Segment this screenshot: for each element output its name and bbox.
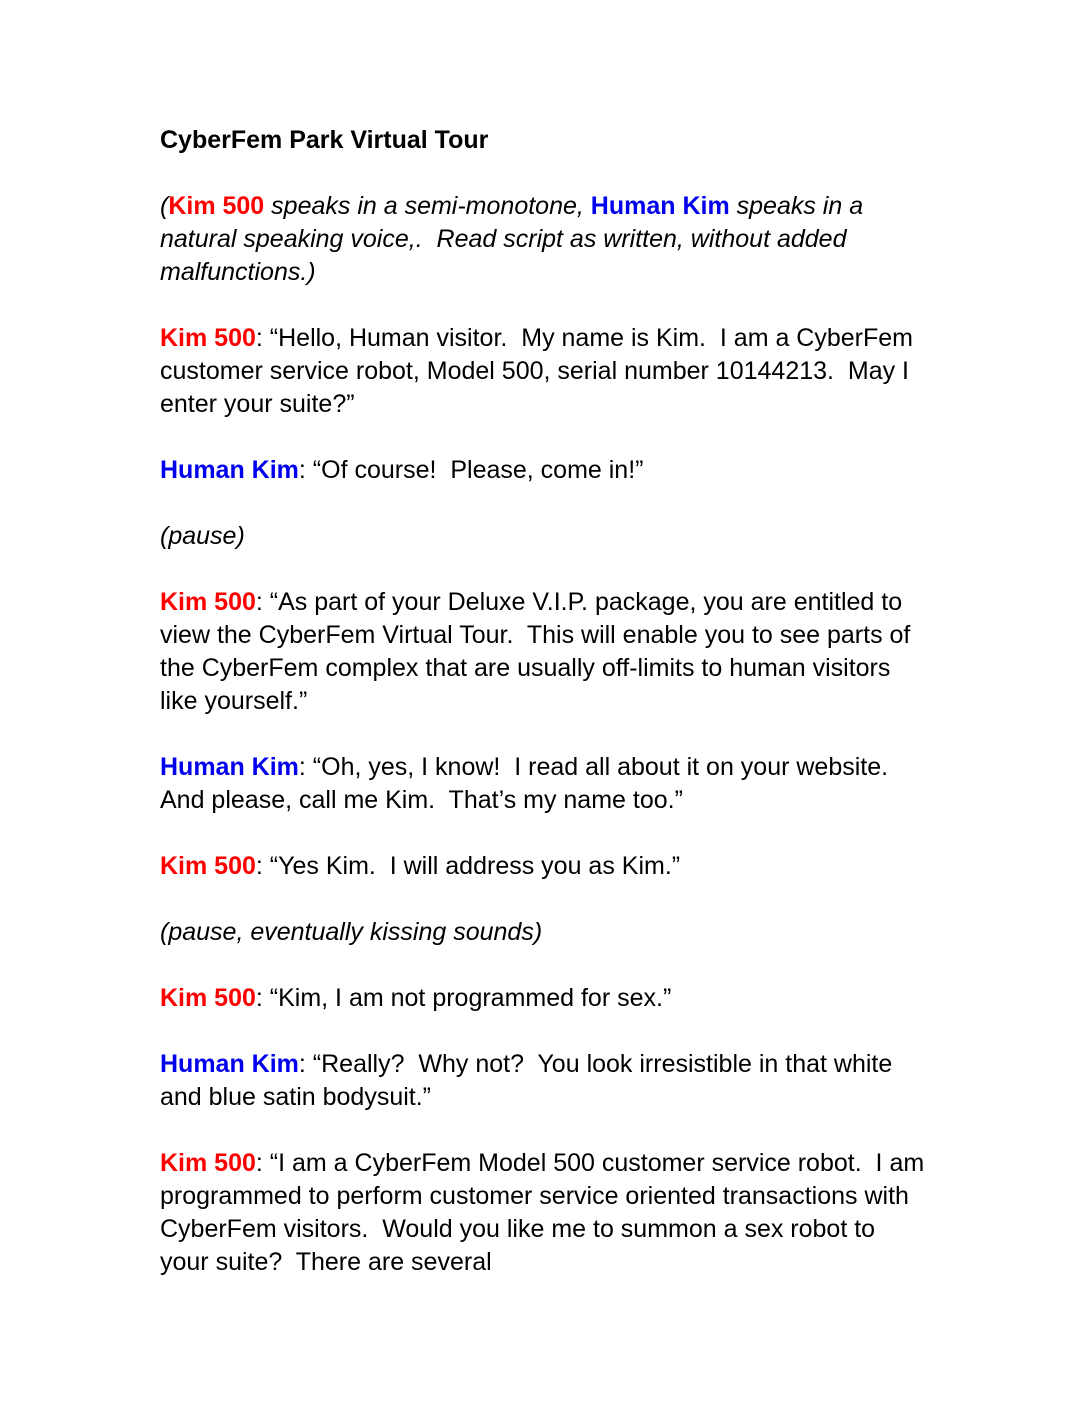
dialogue-line bbox=[160, 454, 930, 487]
dialogue-line bbox=[160, 1147, 930, 1279]
stage-direction bbox=[160, 520, 930, 553]
dialogue-line bbox=[160, 850, 930, 883]
speaker-name-human-kim: Human Kim bbox=[160, 456, 299, 484]
dialogue-line bbox=[160, 1048, 930, 1114]
speaker-name-human-kim: Human Kim bbox=[590, 192, 730, 220]
intro-middle-text: speaks in a semi-monotone, bbox=[264, 192, 591, 220]
intro-open-paren: ( bbox=[160, 192, 169, 220]
speaker-name-kim500: Kim 500 bbox=[168, 192, 265, 220]
speaker-name-kim500: Kim 500 bbox=[160, 852, 256, 880]
dialogue-text: : “Kim, I am not programmed for sex.” bbox=[255, 984, 672, 1012]
dialogue-line bbox=[160, 586, 930, 718]
speaker-name-kim500: Kim 500 bbox=[160, 984, 256, 1012]
stage-direction bbox=[160, 916, 930, 949]
dialogue-text: : “Oh, yes, I know! I read all about it on your website. And please, call me Kim. That’s my name too.” bbox=[160, 753, 901, 814]
stage-direction-intro bbox=[160, 190, 930, 289]
page-title-text: CyberFem Park Virtual Tour bbox=[160, 126, 489, 154]
dialogue-text: : “Of course! Please, come in!” bbox=[298, 456, 644, 484]
speaker-name-human-kim: Human Kim bbox=[160, 1050, 299, 1078]
page-title bbox=[160, 124, 930, 157]
dialogue-text: : “Yes Kim. I will address you as Kim.” bbox=[255, 852, 681, 880]
dialogue-line bbox=[160, 751, 930, 817]
speaker-name-kim500: Kim 500 bbox=[160, 588, 256, 616]
speaker-name-kim500: Kim 500 bbox=[160, 324, 256, 352]
dialogue-text: : “I am a CyberFem Model 500 customer service robot. I am programmed to perform customer service oriented transactions with CyberFem visitors. Would you like me to summon a sex robot to your suite? There are several bbox=[160, 1149, 932, 1276]
speaker-name-human-kim: Human Kim bbox=[160, 753, 299, 781]
intro-rest-text: speaks in a natural speaking voice,. Read script as written, without added malfunctions.) bbox=[160, 192, 871, 286]
dialogue-line bbox=[160, 322, 930, 421]
dialogue-text: : “Hello, Human visitor. My name is Kim. I am a CyberFem customer service robot, Model 500, serial number 10144213. May I enter your suite?” bbox=[160, 324, 920, 418]
stage-direction-text: (pause, eventually kissing sounds) bbox=[160, 918, 543, 946]
stage-direction-text: (pause) bbox=[160, 522, 245, 550]
dialogue-text: : “Really? Why not? You look irresistible in that white and blue satin bodysuit.” bbox=[160, 1050, 900, 1111]
dialogue-text: : “As part of your Deluxe V.I.P. package, you are entitled to view the CyberFem Virtual Tour. This will enable you to see parts of the CyberFem complex that are usually off-limits to human visitors like yourself.” bbox=[160, 588, 918, 715]
speaker-name-kim500: Kim 500 bbox=[160, 1149, 256, 1177]
dialogue-line bbox=[160, 982, 930, 1015]
